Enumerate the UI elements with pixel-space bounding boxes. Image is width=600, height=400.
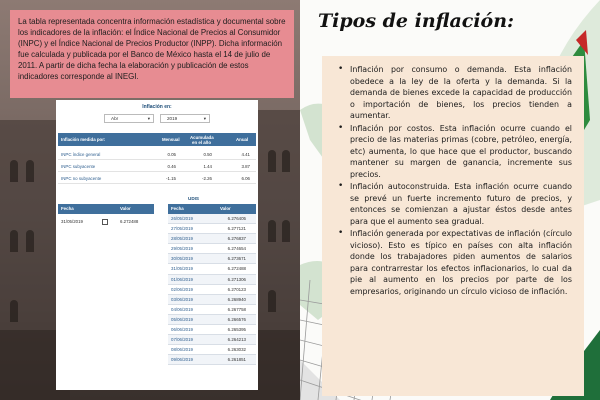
udis-row-date[interactable]: 04/06/2019 <box>171 306 193 312</box>
header-annual: Anual <box>236 137 249 142</box>
month-select-value: Abr <box>111 116 119 121</box>
udis-row-date[interactable]: 01/06/2019 <box>171 276 193 282</box>
udis-row-value: 6.267758 <box>227 306 246 312</box>
header-accumulated: Acumulada <box>190 135 214 140</box>
row-label[interactable]: INPC índice general <box>61 152 101 157</box>
udis-row-date[interactable]: 03/06/2019 <box>171 296 193 302</box>
table-row <box>168 224 256 234</box>
udis-row-date[interactable]: 09/06/2019 <box>171 357 193 363</box>
udis-left-row <box>58 217 154 227</box>
list-item: • Inflación por costos. Esta inflación ocurre cuando el precio de las materias primas (cobre, petróleo, energía, etc) aumenta, lo que hace que el productor, buscando mantener su margen de ganancia, incremente sus precios. <box>336 123 572 181</box>
udis-row-value: 6.265395 <box>227 327 246 333</box>
row-annual: 4.41 <box>241 152 250 157</box>
table-row <box>168 335 256 345</box>
udis-row-value: 6.268940 <box>227 296 246 302</box>
udis-left-header <box>58 204 154 214</box>
table-row <box>168 345 256 355</box>
list-item: • Inflación por consumo o demanda. Esta inflación obedece a la ley de la oferta y la demanda. Si la demanda de bienes excede la capacidad de producción o importación de bienes, los precios tienden a aumentar. <box>336 64 572 122</box>
udis-right-header <box>168 204 256 214</box>
udis-value-header: Valor <box>120 206 131 211</box>
table-row <box>168 254 256 264</box>
udis-row-value: 6.264213 <box>227 337 246 343</box>
table-row <box>168 315 256 325</box>
inflation-types-list <box>336 64 572 298</box>
row-monthly: 0.05 <box>167 152 176 157</box>
header-monthly: Mensual <box>162 137 180 142</box>
row-accumulated: -2.26 <box>201 176 212 181</box>
table-row <box>168 244 256 254</box>
table-row <box>58 174 256 184</box>
udis-row-date[interactable]: 02/06/2019 <box>171 286 193 292</box>
page-title: Tipos de inflación: <box>318 10 515 32</box>
udis-row-date[interactable]: 30/05/2019 <box>171 256 193 262</box>
udis-row-value: 6.261851 <box>227 357 246 363</box>
udis-row-value: 6.273671 <box>227 256 246 262</box>
udis-row-value: 6.263032 <box>227 347 246 353</box>
udis-row-date[interactable]: 31/05/2019 <box>171 266 193 272</box>
info-text: La tabla representada concentra información estadística y documental sobre los indicadores de la inflación: el Índice Nacional de Precios al Consumidor (INPC) y el Índice Nacional de Precios Productor (INPP). Dicha información fue calculada y publicada por el Banco de México hasta el 14 de julio de 2011. A partir de dicha fecha la elaboración y publicación de estos indicadores corresponde al INEGI. <box>18 17 286 81</box>
udis-label: UDIS <box>188 196 199 201</box>
header-measure: Inflación medida por: <box>61 137 106 142</box>
table-row <box>168 285 256 295</box>
udis-row-value: 6.270123 <box>227 286 246 292</box>
row-label[interactable]: INPC no subyacente <box>61 176 102 181</box>
udis-value: 6.272488 <box>120 219 139 224</box>
udis-row-date[interactable]: 29/05/2019 <box>171 246 193 252</box>
table-row <box>58 150 256 160</box>
table-row <box>168 305 256 315</box>
udis-row-date[interactable]: 06/06/2019 <box>171 327 193 333</box>
udis-row-value: 6.272488 <box>227 266 246 272</box>
month-select[interactable] <box>104 114 154 123</box>
udis-date[interactable]: 31/05/2019 <box>61 219 83 224</box>
header-accumulated-sub: en el año <box>192 140 212 145</box>
udis-row-date[interactable]: 05/06/2019 <box>171 316 193 322</box>
row-label[interactable]: INPC subyacente <box>61 164 96 169</box>
udis-row-value: 6.277121 <box>227 226 246 232</box>
inflation-table-screenshot <box>56 100 258 390</box>
chevron-down-icon: ▾ <box>203 116 206 121</box>
udis-row-value: 6.271306 <box>227 276 246 282</box>
row-annual: 6.06 <box>241 176 250 181</box>
table-row <box>168 264 256 274</box>
row-accumulated: 0.50 <box>203 152 212 157</box>
table-row <box>168 234 256 244</box>
udis-right-table <box>168 214 256 365</box>
inflation-table-header <box>58 133 256 146</box>
udis-row-value: 6.276837 <box>227 236 246 242</box>
year-select-value: 2019 <box>167 116 178 121</box>
list-item: • Inflación autoconstruida. Esta inflación ocurre cuando se prevé un fuerte incremento futuro de precios, y entonces se comienzan a ajustar éstos desde antes para que el aumento sea gradual. <box>336 181 572 227</box>
udis-row-date[interactable]: 26/05/2019 <box>171 216 193 221</box>
udis-row-value: 6.274654 <box>227 246 246 252</box>
udis-date-header: Fecha <box>61 206 74 211</box>
udis-row-date[interactable]: 28/05/2019 <box>171 236 193 242</box>
table-row <box>168 275 256 285</box>
inflation-label: Inflación en: <box>142 104 172 110</box>
udis-row-value: 6.276405 <box>227 216 246 221</box>
list-item: • Inflación generada por expectativas de inflación (círculo vicioso). Esto es típico en países con alta inflación donde los trabajadores piden aumentos de salarios para contrarrestar los efectos inflacionarios, lo cual da pie al aumento en los precios por parte de los empresarios, originando un círculo vicioso de inflación. <box>336 228 572 297</box>
table-row <box>168 214 256 224</box>
calendar-icon[interactable] <box>102 219 108 225</box>
udis-row-value: 6.266576 <box>227 316 246 322</box>
table-row <box>168 325 256 335</box>
info-text-box <box>10 10 294 98</box>
udis-row-date[interactable]: 07/06/2019 <box>171 337 193 343</box>
udis-right-value-header: Valor <box>220 206 231 211</box>
row-monthly: 0.46 <box>167 164 176 169</box>
chevron-down-icon: ▾ <box>147 116 150 121</box>
year-select[interactable] <box>160 114 210 123</box>
table-row <box>168 295 256 305</box>
table-row <box>168 355 256 365</box>
udis-row-date[interactable]: 08/06/2019 <box>171 347 193 353</box>
udis-row-date[interactable]: 27/05/2019 <box>171 226 193 232</box>
table-row <box>58 162 256 172</box>
row-monthly: -1.15 <box>165 176 176 181</box>
row-accumulated: 1.44 <box>203 164 212 169</box>
row-annual: 3.87 <box>241 164 250 169</box>
udis-right-date-header: Fecha <box>171 206 184 211</box>
